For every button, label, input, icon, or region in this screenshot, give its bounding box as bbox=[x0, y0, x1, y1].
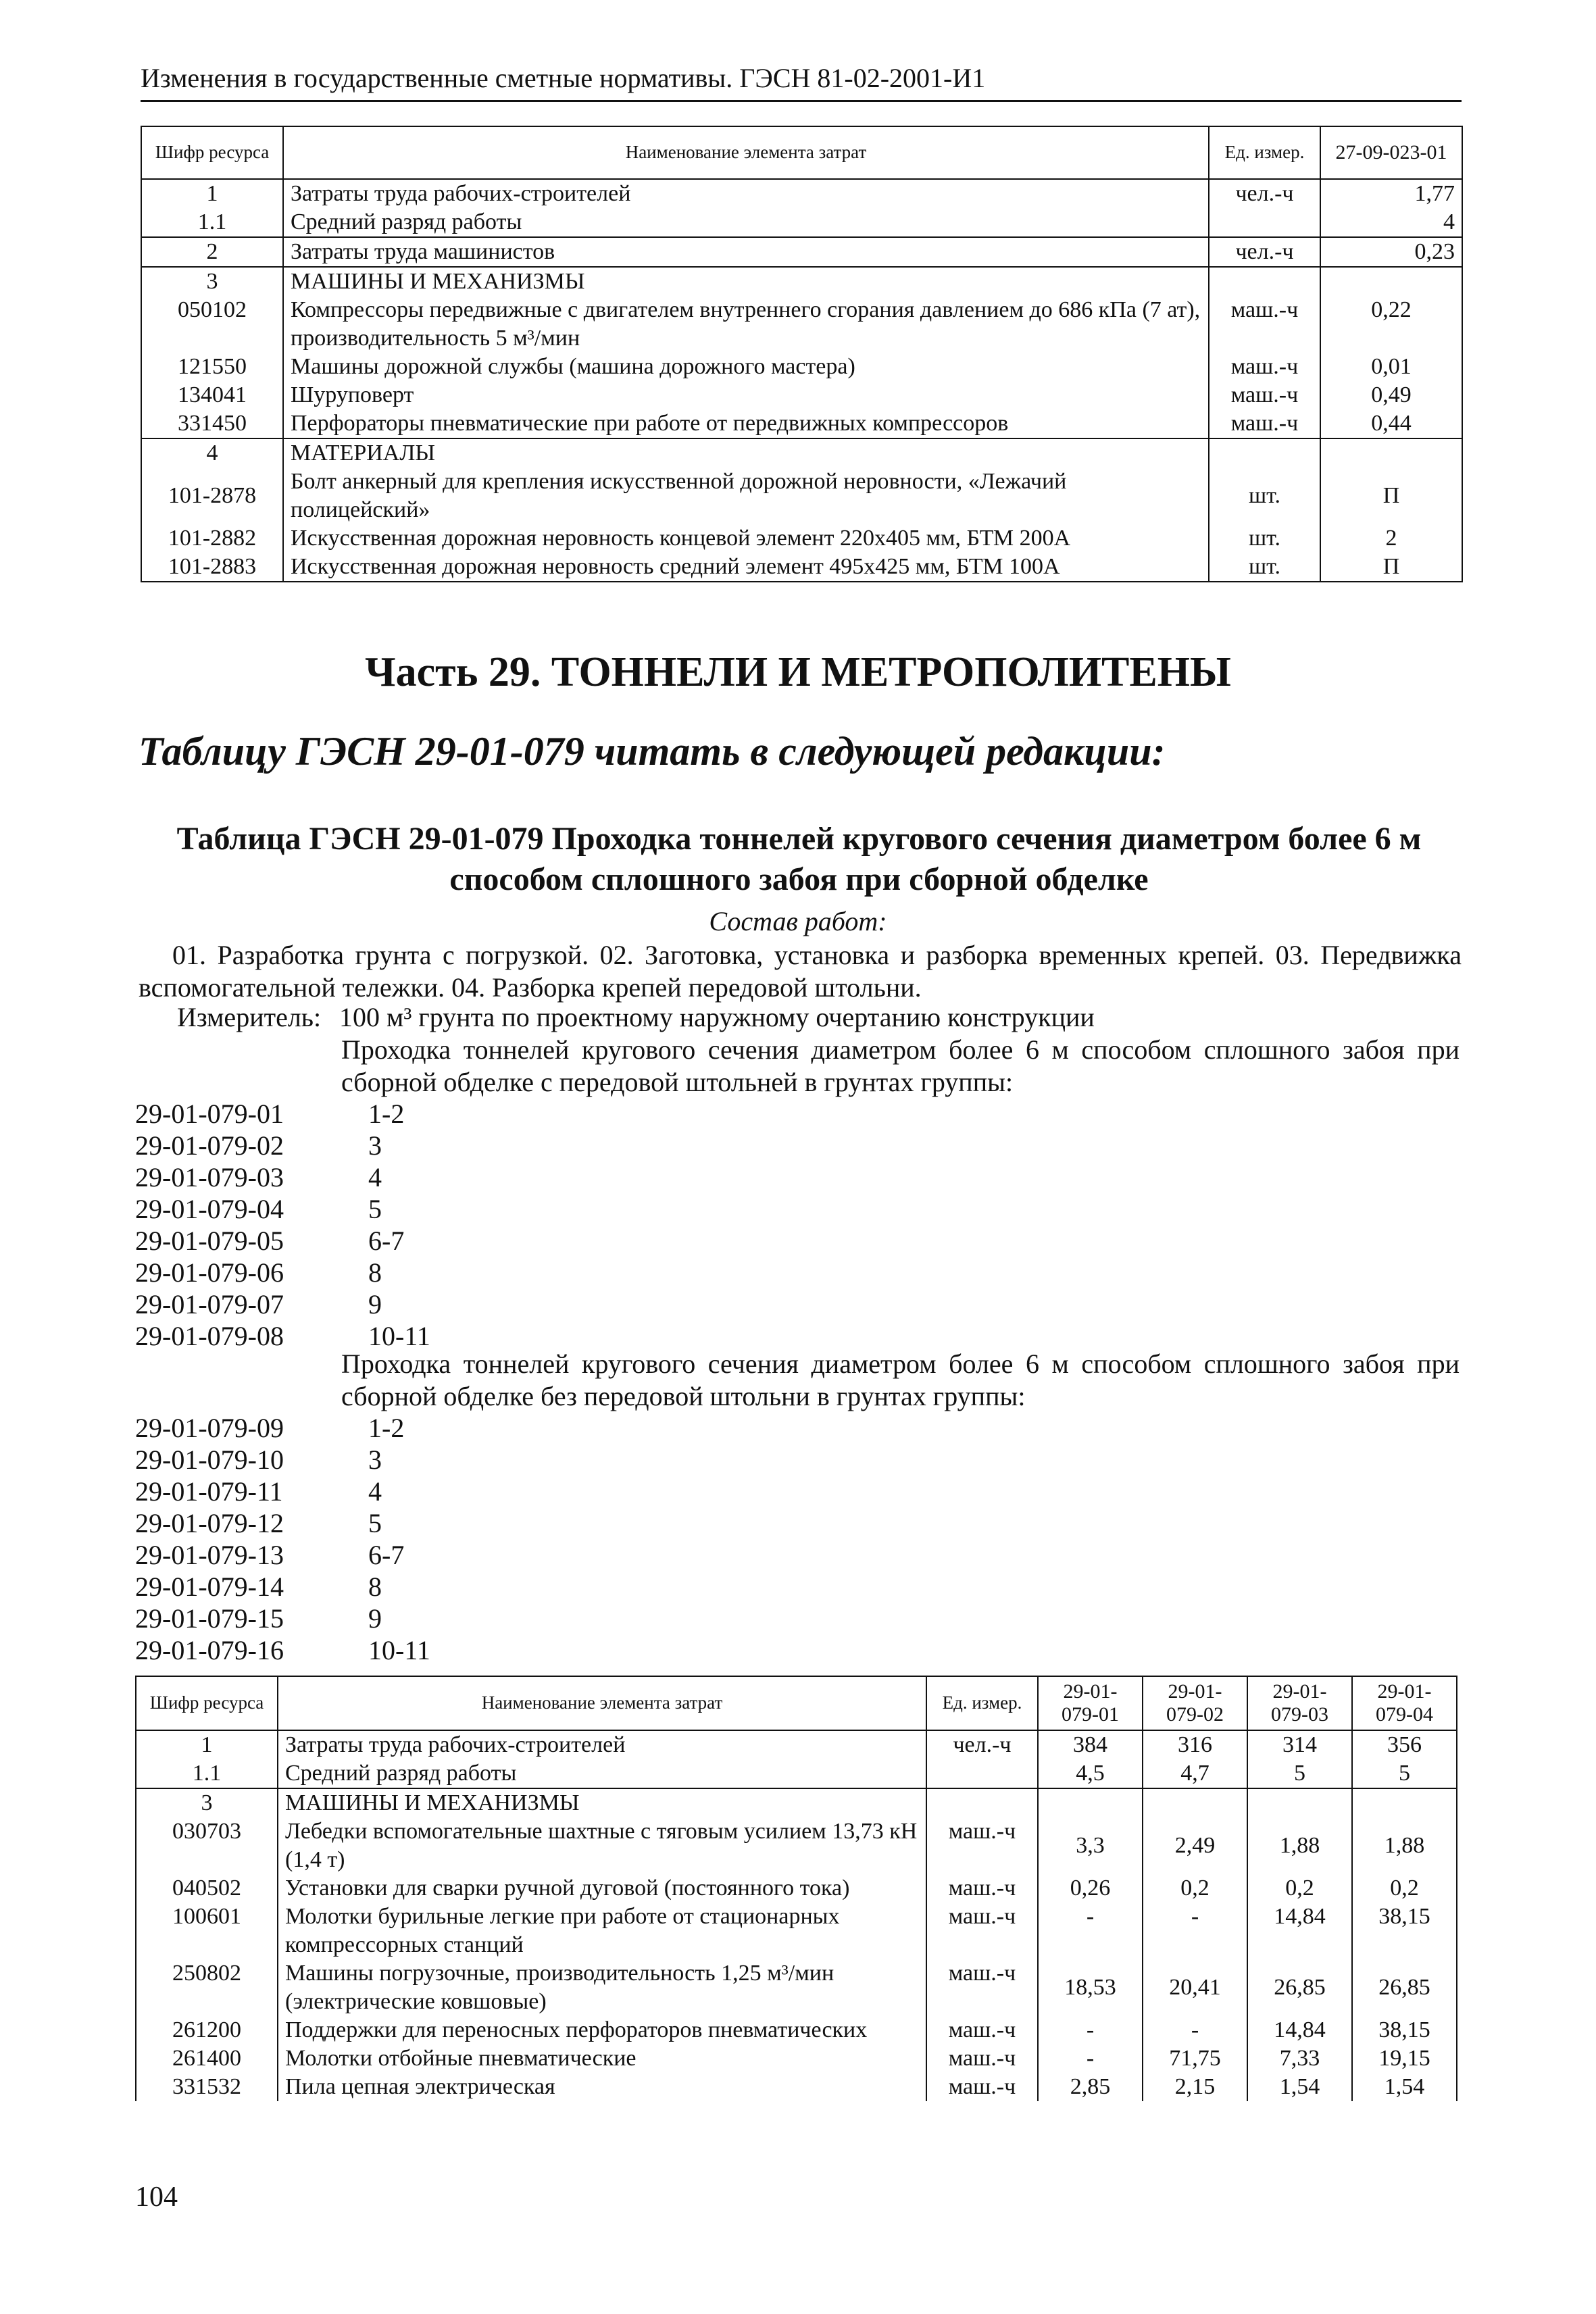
table-row bbox=[136, 1903, 1457, 1959]
norm-value: - bbox=[1143, 2016, 1247, 2044]
cost-element-name: Затраты труда рабочих-строителей bbox=[278, 1730, 926, 1759]
norm-value: 0,2 bbox=[1247, 1874, 1352, 1903]
resource-code: 050102 bbox=[141, 296, 283, 353]
norm-row bbox=[135, 1444, 430, 1476]
unit: маш.-ч bbox=[1209, 296, 1320, 353]
norm-code: 29-01-079-09 bbox=[135, 1413, 284, 1443]
cost-element-name: Установки для сварки ручной дуговой (постоянного тока) bbox=[278, 1874, 926, 1903]
resource-code: 1.1 bbox=[141, 208, 283, 237]
table-row bbox=[136, 2044, 1457, 2073]
norm-value: 316 bbox=[1143, 1730, 1247, 1759]
table-row bbox=[141, 524, 1462, 553]
resource-code: 121550 bbox=[141, 353, 283, 381]
soil-group: 9 bbox=[368, 1603, 382, 1634]
norm-value: - bbox=[1038, 2016, 1143, 2044]
unit bbox=[1209, 267, 1320, 296]
cost-element-name: Затраты труда машинистов bbox=[283, 237, 1209, 267]
unit: маш.-ч bbox=[1209, 409, 1320, 438]
norm-code: 29-01-079-15 bbox=[135, 1603, 284, 1634]
norm-value: 0,01 bbox=[1320, 353, 1462, 381]
table-row bbox=[136, 2016, 1457, 2044]
unit: маш.-ч bbox=[926, 1874, 1038, 1903]
group2-description: Проходка тоннелей кругового сечения диаметром более 6 м способом сплошного забоя при сборной обделке без передовой штольни в грунтах группы: bbox=[341, 1349, 1460, 1411]
cost-element-name: Искусственная дорожная неровность средний элемент 495х425 мм, БТМ 100А bbox=[283, 553, 1209, 582]
norm-row bbox=[135, 1193, 430, 1225]
page-number: 104 bbox=[135, 2182, 178, 2213]
norm-row bbox=[135, 1412, 430, 1444]
resource-code: 134041 bbox=[141, 381, 283, 409]
norm-row bbox=[135, 1257, 430, 1288]
norm-value: 0,49 bbox=[1320, 381, 1462, 409]
norm-value: 0,23 bbox=[1320, 237, 1462, 267]
norm-value bbox=[1320, 267, 1462, 296]
resource-code: 1.1 bbox=[136, 1759, 278, 1788]
table-row bbox=[141, 381, 1462, 409]
soil-group: 5 bbox=[368, 1194, 382, 1224]
norm-code: 29-01-079-05 bbox=[135, 1226, 284, 1256]
norm-value: - bbox=[1143, 1903, 1247, 1959]
cost-element-name: Молотки отбойные пневматические bbox=[278, 2044, 926, 2073]
norm-value: 14,84 bbox=[1247, 2016, 1352, 2044]
unit: маш.-ч bbox=[926, 1817, 1038, 1874]
cost-element-name: Компрессоры передвижные с двигателем внутреннего сгорания давлением до 686 кПа (7 ат), производительность 5 м³/мин bbox=[283, 296, 1209, 353]
norm-row bbox=[135, 1225, 430, 1257]
norm-value: 1,54 bbox=[1352, 2073, 1457, 2101]
norm-row bbox=[135, 1476, 430, 1507]
norm-value: 18,53 bbox=[1038, 1959, 1143, 2016]
norm-value: 1,88 bbox=[1247, 1817, 1352, 1874]
header-norm-column: 27-09-023-01 bbox=[1320, 126, 1462, 179]
norm-value: 3,3 bbox=[1038, 1817, 1143, 1874]
norm-code: 29-01-079-04 bbox=[135, 1194, 284, 1224]
norm-code: 29-01-079-08 bbox=[135, 1321, 284, 1351]
norm-row bbox=[135, 1507, 430, 1539]
cost-element-name: Пила цепная электрическая bbox=[278, 2073, 926, 2101]
soil-group: 10-11 bbox=[368, 1635, 430, 1665]
unit: чел.-ч bbox=[926, 1730, 1038, 1759]
table-row bbox=[141, 553, 1462, 582]
norm-code: 29-01-079-10 bbox=[135, 1444, 284, 1475]
norm-value bbox=[1038, 1788, 1143, 1817]
norm-value: 4 bbox=[1320, 208, 1462, 237]
table-row bbox=[141, 208, 1462, 237]
unit: шт. bbox=[1209, 553, 1320, 582]
unit: шт. bbox=[1209, 524, 1320, 553]
table-row bbox=[141, 409, 1462, 438]
cost-element-name: Шуруповерт bbox=[283, 381, 1209, 409]
header-norm-column-1: 29-01-079-01 bbox=[1038, 1676, 1143, 1730]
norm-code: 29-01-079-14 bbox=[135, 1571, 284, 1602]
part-title: Часть 29. ТОННЕЛИ И МЕТРОПОЛИТЕНЫ bbox=[365, 649, 1231, 695]
unit: чел.-ч bbox=[1209, 179, 1320, 208]
section-row bbox=[141, 267, 1462, 296]
norm-code: 29-01-079-07 bbox=[135, 1289, 284, 1319]
soil-group: 4 bbox=[368, 1476, 382, 1507]
norm-row bbox=[135, 1539, 430, 1571]
cost-element-name: Затраты труда рабочих-строителей bbox=[283, 179, 1209, 208]
resource-code: 1 bbox=[136, 1730, 278, 1759]
unit: чел.-ч bbox=[1209, 237, 1320, 267]
table-row bbox=[141, 353, 1462, 381]
norm-value: П bbox=[1320, 553, 1462, 582]
resource-code: 040502 bbox=[136, 1874, 278, 1903]
norm-row bbox=[135, 1130, 430, 1161]
cost-element-name: Средний разряд работы bbox=[283, 208, 1209, 237]
running-header: Изменения в государственные сметные нормативы. ГЭСН 81-02-2001-И1 bbox=[141, 63, 986, 93]
resource-code: 250802 bbox=[136, 1959, 278, 2016]
unit bbox=[926, 1788, 1038, 1817]
norm-value: 356 bbox=[1352, 1730, 1457, 1759]
table-row bbox=[141, 296, 1462, 353]
cost-element-name: Молотки бурильные легкие при работе от стационарных компрессорных станций bbox=[278, 1903, 926, 1959]
norm-value: 0,26 bbox=[1038, 1874, 1143, 1903]
norm-value: 0,2 bbox=[1352, 1874, 1457, 1903]
norm-value: 7,33 bbox=[1247, 2044, 1352, 2073]
table-row bbox=[136, 1817, 1457, 1874]
norm-value: 2,15 bbox=[1143, 2073, 1247, 2101]
cost-element-name: Поддержки для переносных перфораторов пневматических bbox=[278, 2016, 926, 2044]
header-norm-column-4: 29-01-079-04 bbox=[1352, 1676, 1457, 1730]
group1-description: Проходка тоннелей кругового сечения диаметром более 6 м способом сплошного забоя при сборной обделке с передовой штольней в грунтах группы: bbox=[341, 1034, 1460, 1097]
header-unit: Ед. измер. bbox=[1209, 126, 1320, 179]
norm-value: 19,15 bbox=[1352, 2044, 1457, 2073]
norm-code: 29-01-079-16 bbox=[135, 1635, 284, 1665]
soil-group: 6-7 bbox=[368, 1226, 405, 1256]
header-norm-column-2: 29-01-079-02 bbox=[1143, 1676, 1247, 1730]
soil-group: 6-7 bbox=[368, 1540, 405, 1570]
unit: маш.-ч bbox=[1209, 381, 1320, 409]
norm-value: 38,15 bbox=[1352, 1903, 1457, 1959]
norm-value: 2,85 bbox=[1038, 2073, 1143, 2101]
norm-value: 1,88 bbox=[1352, 1817, 1457, 1874]
cost-element-name: Болт анкерный для крепления искусственной дорожной неровности, «Лежачий полицейский» bbox=[283, 468, 1209, 524]
cost-element-name: Перфораторы пневматические при работе от передвижных компрессоров bbox=[283, 409, 1209, 438]
norm-value: 314 bbox=[1247, 1730, 1352, 1759]
norm-row bbox=[135, 1634, 430, 1666]
norm-value: 5 bbox=[1352, 1759, 1457, 1788]
header-cost-element: Наименование элемента затрат bbox=[278, 1676, 926, 1730]
section-row bbox=[136, 1788, 1457, 1817]
norm-value bbox=[1143, 1788, 1247, 1817]
header-resource-code: Шифр ресурса bbox=[141, 126, 283, 179]
table-row bbox=[141, 179, 1462, 208]
work-composition-label: Состав работ: bbox=[709, 906, 887, 936]
soil-group: 5 bbox=[368, 1508, 382, 1538]
cost-element-name: Машины погрузочные, производительность 1,25 м³/мин (электрические ковшовые) bbox=[278, 1959, 926, 2016]
norm-value bbox=[1320, 438, 1462, 468]
work-composition-text: 01. Разработка грунта с погрузкой. 02. Заготовка, установка и разборка временных крепей. 03. Передвижка вспомогательной тележки. 04. Разборка крепей передовой штольни. bbox=[139, 940, 1462, 1003]
norm-row bbox=[135, 1161, 430, 1193]
resource-code: 261200 bbox=[136, 2016, 278, 2044]
resource-code: 3 bbox=[141, 267, 283, 296]
norm-value: 20,41 bbox=[1143, 1959, 1247, 2016]
resource-table-29-01-079 bbox=[135, 1676, 1457, 2101]
resource-code: 1 bbox=[141, 179, 283, 208]
cost-element-name: Машины дорожной службы (машина дорожного мастера) bbox=[283, 353, 1209, 381]
resource-code: 101-2882 bbox=[141, 524, 283, 553]
measure-line bbox=[177, 1001, 1095, 1033]
soil-group: 1-2 bbox=[368, 1099, 405, 1129]
soil-group: 10-11 bbox=[368, 1321, 430, 1351]
norm-code: 29-01-079-01 bbox=[135, 1099, 284, 1129]
table-row bbox=[141, 237, 1462, 267]
norm-value bbox=[1247, 1788, 1352, 1817]
norm-code: 29-01-079-03 bbox=[135, 1162, 284, 1192]
unit: шт. bbox=[1209, 468, 1320, 524]
norm-value: П bbox=[1320, 468, 1462, 524]
table-row bbox=[136, 2073, 1457, 2101]
norm-value: 4,7 bbox=[1143, 1759, 1247, 1788]
cost-element-name: МАШИНЫ И МЕХАНИЗМЫ bbox=[278, 1788, 926, 1817]
resource-code: 101-2883 bbox=[141, 553, 283, 582]
resource-code: 2 bbox=[141, 237, 283, 267]
header-resource-code: Шифр ресурса bbox=[136, 1676, 278, 1730]
unit bbox=[1209, 208, 1320, 237]
resource-code: 100601 bbox=[136, 1903, 278, 1959]
norm-row bbox=[135, 1571, 430, 1603]
table-row bbox=[136, 1874, 1457, 1903]
norm-value: 0,22 bbox=[1320, 296, 1462, 353]
resource-code: 331450 bbox=[141, 409, 283, 438]
unit: маш.-ч bbox=[1209, 353, 1320, 381]
norm-value: - bbox=[1038, 1903, 1143, 1959]
norm-value bbox=[1352, 1788, 1457, 1817]
header-rule bbox=[141, 100, 1462, 102]
resource-code: 3 bbox=[136, 1788, 278, 1817]
cost-element-name: Лебедки вспомогательные шахтные с тяговым усилием 13,73 кН (1,4 т) bbox=[278, 1817, 926, 1874]
soil-group: 1-2 bbox=[368, 1413, 405, 1443]
soil-group: 3 bbox=[368, 1444, 382, 1475]
soil-group: 8 bbox=[368, 1571, 382, 1602]
norm-value: 38,15 bbox=[1352, 2016, 1457, 2044]
resource-code: 030703 bbox=[136, 1817, 278, 1874]
cost-element-name: МАШИНЫ И МЕХАНИЗМЫ bbox=[283, 267, 1209, 296]
norm-value: 2 bbox=[1320, 524, 1462, 553]
header-cost-element: Наименование элемента затрат bbox=[283, 126, 1209, 179]
norm-value: 0,44 bbox=[1320, 409, 1462, 438]
norm-value: 26,85 bbox=[1352, 1959, 1457, 2016]
unit: маш.-ч bbox=[926, 2016, 1038, 2044]
cost-element-name: МАТЕРИАЛЫ bbox=[283, 438, 1209, 468]
resource-table-27-09-023 bbox=[141, 126, 1463, 582]
table-title: Таблица ГЭСН 29-01-079 Проходка тоннелей кругового сечения диаметром более 6 м способом сплошного забоя при сборной обделке bbox=[176, 821, 1422, 897]
norm-value: 14,84 bbox=[1247, 1903, 1352, 1959]
resource-code: 261400 bbox=[136, 2044, 278, 2073]
unit: маш.-ч bbox=[926, 1903, 1038, 1959]
measure-label: Измеритель: bbox=[177, 1002, 322, 1032]
group1-norm-list bbox=[135, 1098, 430, 1352]
norm-row bbox=[135, 1288, 430, 1320]
cost-element-name: Искусственная дорожная неровность концевой элемент 220х405 мм, БТМ 200А bbox=[283, 524, 1209, 553]
edition-note: Таблицу ГЭСН 29-01-079 читать в следующей редакции: bbox=[139, 729, 1166, 774]
norm-value: 384 bbox=[1038, 1730, 1143, 1759]
norm-value: 5 bbox=[1247, 1759, 1352, 1788]
unit: маш.-ч bbox=[926, 2073, 1038, 2101]
group2-norm-list bbox=[135, 1412, 430, 1666]
norm-value: 2,49 bbox=[1143, 1817, 1247, 1874]
measure-value: 100 м³ грунта по проектному наружному очертанию конструкции bbox=[339, 1002, 1095, 1032]
resource-code: 331532 bbox=[136, 2073, 278, 2101]
norm-code: 29-01-079-11 bbox=[135, 1476, 283, 1507]
table-row bbox=[136, 1759, 1457, 1788]
header-norm-column-3: 29-01-079-03 bbox=[1247, 1676, 1352, 1730]
norm-row bbox=[135, 1098, 430, 1130]
soil-group: 4 bbox=[368, 1162, 382, 1192]
norm-code: 29-01-079-13 bbox=[135, 1540, 284, 1570]
norm-code: 29-01-079-06 bbox=[135, 1257, 284, 1288]
norm-value: 71,75 bbox=[1143, 2044, 1247, 2073]
unit bbox=[926, 1759, 1038, 1788]
norm-row bbox=[135, 1320, 430, 1352]
norm-value: 4,5 bbox=[1038, 1759, 1143, 1788]
cost-element-name: Средний разряд работы bbox=[278, 1759, 926, 1788]
soil-group: 9 bbox=[368, 1289, 382, 1319]
unit: маш.-ч bbox=[926, 2044, 1038, 2073]
table-row bbox=[136, 1959, 1457, 2016]
norm-code: 29-01-079-02 bbox=[135, 1130, 284, 1161]
norm-value: 1,77 bbox=[1320, 179, 1462, 208]
unit bbox=[1209, 438, 1320, 468]
table-row bbox=[136, 1730, 1457, 1759]
norm-value: 1,54 bbox=[1247, 2073, 1352, 2101]
resource-code: 101-2878 bbox=[141, 468, 283, 524]
soil-group: 3 bbox=[368, 1130, 382, 1161]
soil-group: 8 bbox=[368, 1257, 382, 1288]
resource-code: 4 bbox=[141, 438, 283, 468]
norm-code: 29-01-079-12 bbox=[135, 1508, 284, 1538]
norm-row bbox=[135, 1603, 430, 1634]
norm-value: 0,2 bbox=[1143, 1874, 1247, 1903]
norm-value: 26,85 bbox=[1247, 1959, 1352, 2016]
header-unit: Ед. измер. bbox=[926, 1676, 1038, 1730]
table-row bbox=[141, 468, 1462, 524]
unit: маш.-ч bbox=[926, 1959, 1038, 2016]
norm-value: - bbox=[1038, 2044, 1143, 2073]
section-row bbox=[141, 438, 1462, 468]
